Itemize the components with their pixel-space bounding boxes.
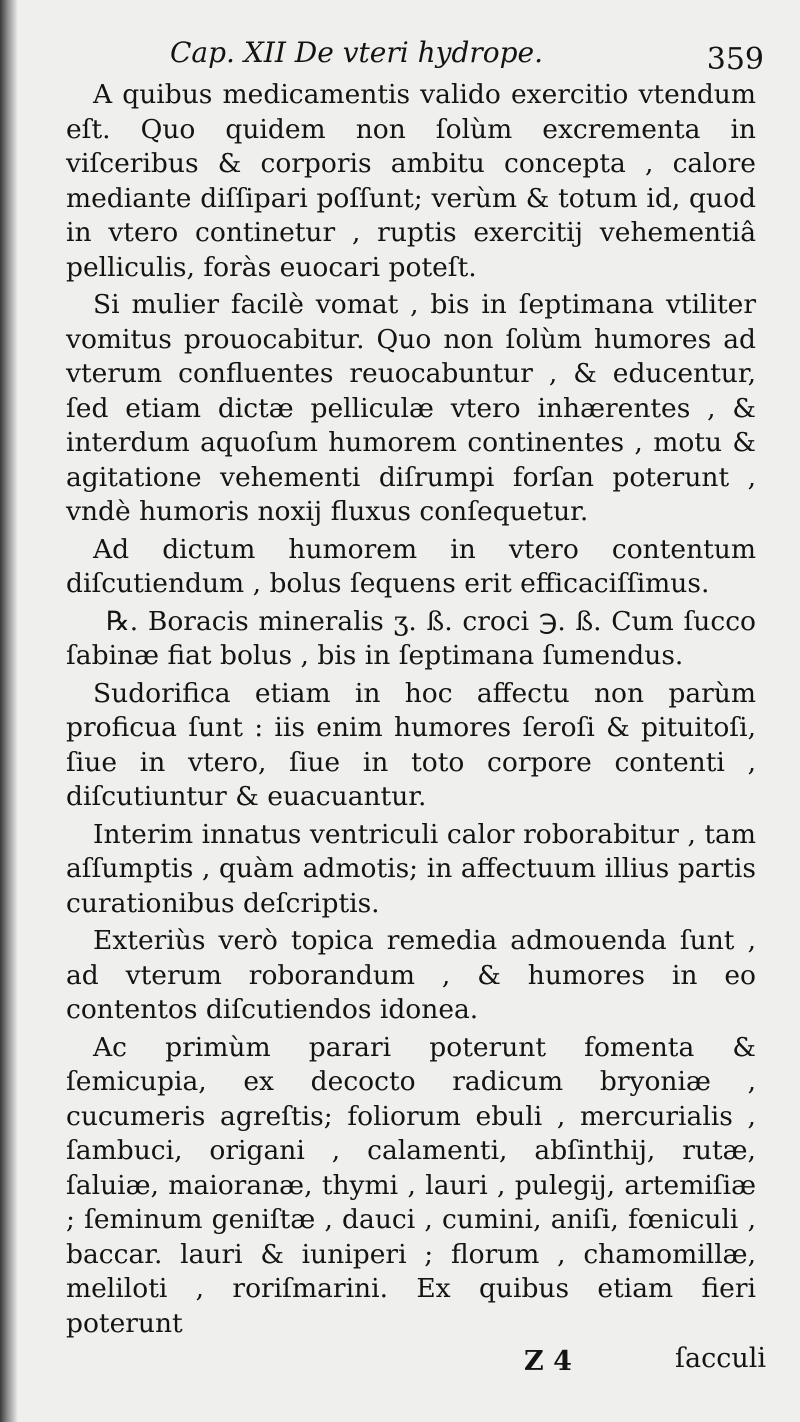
- paragraph: Ac primùm parari poterunt fomenta & ſemicupia, ex decocto radicum bryoniæ , cucumeris agreſtis; foliorum ebuli , mercurialis , ſambuci, origani , calamenti, abſinthij, rutæ, ſaluiæ, maioranæ, thymi , lauri , pulegij, artemiſiæ ; ſeminum geniſtæ , dauci , cumini, aniſi, fœniculi , baccar. lauri & iuniperi ; florum , chamomillæ, meliloti , roriſmarini. Ex quibus etiam fieri poterunt: [66, 1031, 756, 1339]
- paragraph: Interim innatus ventriculi calor roborabitur , tam aſſumptis , quàm admotis; in affectuum illius partis curationibus deſcriptis.: [66, 818, 756, 919]
- page-number: 359: [706, 42, 764, 77]
- text-body: [66, 78, 756, 1344]
- recipe-paragraph: ℞. Boracis mineralis ʒ. ß. croci ℈. ß. Cum ſucco ſabinæ fiat bolus , bis in ſeptimana ſumendus.: [66, 605, 756, 671]
- binding-gutter-shadow: [0, 0, 18, 1422]
- running-head: Cap. XII De vteri hydrope.: [170, 36, 544, 69]
- signature-mark: Z 4: [524, 1346, 572, 1377]
- catchword: ſacculi: [675, 1343, 766, 1374]
- paragraph: Sudorifica etiam in hoc affectu non parùm proficua ſunt : iis enim humores ſeroſi & pituitoſi, ſiue in vtero, ſiue in toto corpore contenti , diſcutiuntur & euacuantur.: [66, 677, 756, 812]
- paragraph: Si mulier facilè vomat , bis in ſeptimana vtiliter vomitus prouocabitur. Quo non ſolùm humores ad vterum confluentes reuocabuntur , & educentur, ſed etiam dictæ pelliculæ vtero inhærentes , & interdum aquoſum humorem continentes , motu & agitatione vehementi diſrumpi forſan poterunt , vndè humoris noxij fluxus conſequetur.: [66, 289, 756, 527]
- paragraph: A quibus medicamentis valido exercitio vtendum eſt. Quo quidem non ſolùm excrementa in viſceribus & corporis ambitu concepta , calore mediante diſſipari poſſunt; verùm & totum id, quod in vtero continetur , ruptis exercitij vehementiâ pelliculis, foràs euocari poteſt.: [66, 79, 756, 283]
- paragraph: Ad dictum humorem in vtero contentum diſcutiendum , bolus ſequens erit efficaciſſimus.: [66, 533, 756, 599]
- paragraph: Exteriùs verò topica remedia admouenda ſunt , ad vterum roborandum , & humores in eo contentos diſcutiendos idonea.: [66, 925, 756, 1025]
- page-header: [170, 26, 764, 86]
- page-footer: [66, 1343, 766, 1396]
